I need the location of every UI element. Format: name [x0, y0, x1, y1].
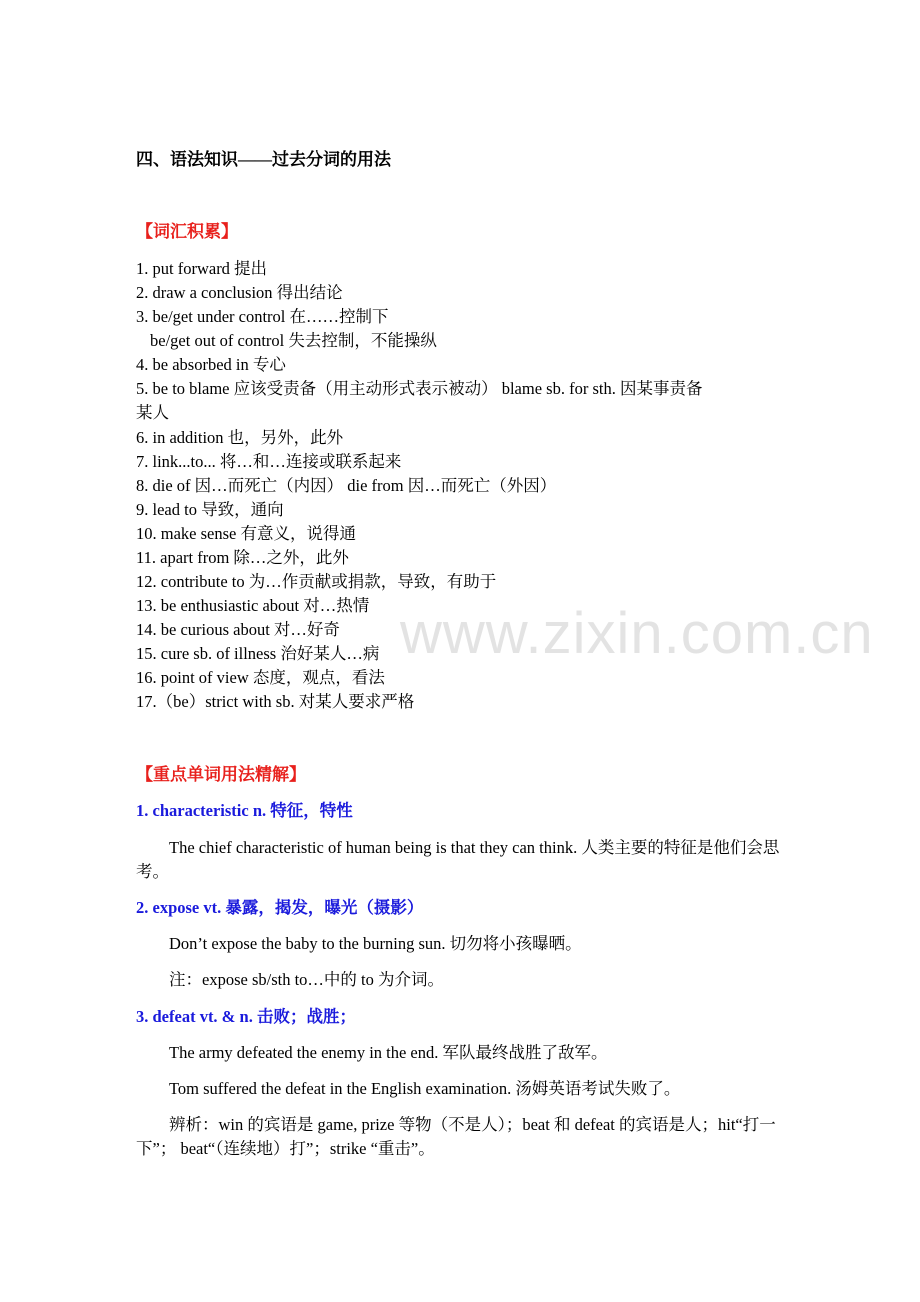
- vocab-item: be/get out of control 失去控制，不能操纵: [150, 331, 437, 350]
- vocab-item: 12. contribute to 为…作贡献或捐款，导致，有助于: [136, 572, 497, 591]
- vocab-item: 2. draw a conclusion 得出结论: [136, 283, 343, 302]
- vocab-item: 10. make sense 有意义，说得通: [136, 524, 356, 543]
- usage-note: 注：expose sb/sth to…中的 to 为介词。: [169, 970, 444, 989]
- vocab-item: 15. cure sb. of illness 治好某人…病: [136, 644, 380, 663]
- example-sentence: The army defeated the enemy in the end. 军队最终战胜了敌军。: [169, 1043, 608, 1062]
- word-heading-defeat: 3. defeat vt. & n. 击败；战胜；: [136, 1007, 356, 1026]
- vocab-item: 5. be to blame 应该受责备（用主动形式表示被动） blame sb. for sth. 因某事责备: [136, 379, 703, 398]
- word-heading-expose: 2. expose vt. 暴露，揭发，曝光（摄影）: [136, 898, 424, 917]
- vocab-item: 8. die of 因…而死亡（内因） die from 因…而死亡（外因）: [136, 476, 557, 495]
- watermark: www.zixin.com.cn: [400, 601, 874, 666]
- vocab-item: 某人: [136, 403, 169, 422]
- vocab-item: 1. put forward 提出: [136, 259, 268, 278]
- section-title: 四、语法知识——过去分词的用法: [136, 150, 391, 169]
- vocab-item: 6. in addition 也，另外，此外: [136, 428, 344, 447]
- vocab-item: 16. point of view 态度，观点，看法: [136, 668, 385, 687]
- vocab-item: 4. be absorbed in 专心: [136, 355, 286, 374]
- vocab-item: 13. be enthusiastic about 对…热情: [136, 596, 370, 615]
- usage-note: 辨析：win 的宾语是 game, prize 等物（不是人）；beat 和 defeat 的宾语是人；hit“打一下”； beat“（连续地）打”；strike “重击”。: [136, 1115, 776, 1158]
- example-sentence: The chief characteristic of human being is that they can think. 人类主要的特征是他们会思考。: [136, 838, 780, 881]
- vocab-item: 9. lead to 导致，通向: [136, 500, 284, 519]
- vocab-item: 11. apart from 除…之外，此外: [136, 548, 349, 567]
- key-words-heading: 【重点单词用法精解】: [136, 765, 306, 784]
- vocab-item: 17.（be）strict with sb. 对某人要求严格: [136, 692, 415, 711]
- vocab-item: 14. be curious about 对…好奇: [136, 620, 340, 639]
- vocab-heading: 【词汇积累】: [136, 222, 238, 241]
- example-sentence: Don’t expose the baby to the burning sun. 切勿将小孩曝晒。: [169, 934, 582, 953]
- vocab-item: 7. link...to... 将…和…连接或联系起来: [136, 452, 402, 471]
- vocab-item: 3. be/get under control 在……控制下: [136, 307, 389, 326]
- word-heading-characteristic: 1. characteristic n. 特征，特性: [136, 801, 353, 820]
- example-sentence: Tom suffered the defeat in the English examination. 汤姆英语考试失败了。: [169, 1079, 681, 1098]
